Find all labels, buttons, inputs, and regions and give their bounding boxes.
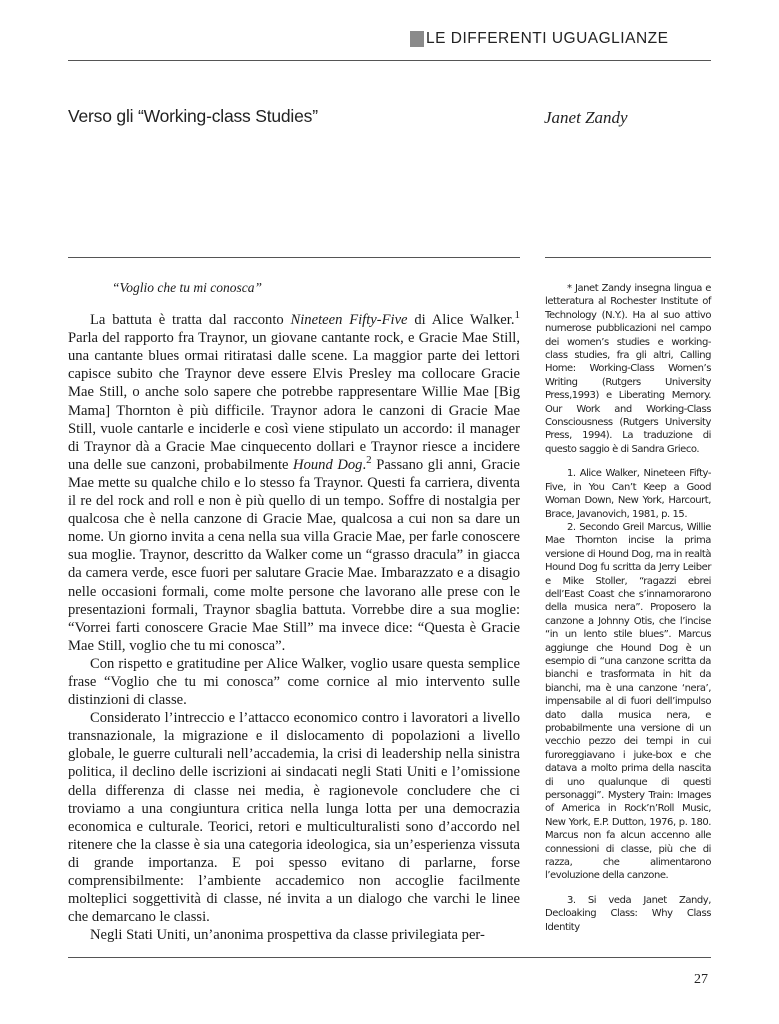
p1-text-c: Parla del rapporto fra Traynor, un giovane cantante rock, e Gracie Mae Still, una cantante blues ormai ritiratasi dalle scene. La maggior parte dei lettori capisce subito che Traynor deve essere Elvis Presley ma collocare Gracie Mae Still, o anche solo sapere che potrebbe rappresentare Willie Mae [Big Mama] Thornton è più difficile. Traynor adora le canzoni di Gracie Mae Still, vuole cantarle e inciderle e così viene stipulato un accordo: il manager di Traynor dà a Gracie Mae cinquecento dollari e Traynor riesce a incidere una delle sue canzoni, probabilmente [68, 330, 520, 473]
section-title: LE DIFFERENTI UGUAGLIANZE [426, 30, 669, 47]
story-title: Nineteen Fifty-Five [290, 312, 408, 329]
article-author: Janet Zandy [544, 108, 628, 127]
notes-column-rule [545, 257, 711, 258]
main-column-rule [68, 257, 520, 258]
paragraph-3: Considerato l’intreccio e l’attacco economico contro i lavoratori a livello transnazionale, la migrazione e il dislocamento di popolazioni a livello globale, le guerre culturali nell’accademia, la crisi di leadership nella sinistra politica, il declino delle iscrizioni ai sindacati negli Stati Uniti e l’omissione della differenza di classe nei media, è ragionevole concludere che ci troviamo a una congiuntura critica nella lunga lotta per una democrazia economica e culturale. Teorici, retori e multiculturalisti sono d’accordo nel ritenere che la classe è sia una categoria ideologica, sia un’esperienza vissuta di grande importanza. E poi spesso evitano di parlarne, forse comprensibilmente: l’ambiente accademico non accoglie facilmente molteplici soggettività di classe, né invita a un dialogo che varchi le linee che demarcano le classi. [68, 710, 520, 926]
footnote-1: 1. Alice Walker, Nineteen Fifty-Five, in You Can’t Keep a Good Woman Down, New York, Harcourt, Brace, Javanovich, 1981, p. 15. [545, 468, 711, 520]
author-note: * Janet Zandy insegna lingua e letteratura al Rochester Institute of Technology (N.Y.). Ha al suo attivo numerose pubblicazioni nel campo dei women’s studies e working-class studies, fra gli altri, Calling Home: Working-Class Women’s Writing (Rutgers University Press,1993) e Liberating Memory. Our Work and Working-Class Consciousness (Rutgers University Press, 1994). La traduzione di questo saggio è di Sandra Grieco. [545, 283, 711, 455]
p1-text-d: . [362, 456, 367, 473]
notes-column [545, 282, 711, 934]
paragraph-2: Con rispetto e gratitudine per Alice Walker, voglio usare questa semplice frase “Voglio che tu mi conosca” come cornice al mio intervento sulle distinzioni di classe. [68, 655, 520, 709]
song-title: Hound Dog [293, 456, 363, 473]
running-header [410, 30, 710, 48]
article-title: Verso gli “Working-class Studies” [68, 106, 318, 126]
header-rule [68, 60, 711, 61]
footnote-2: 2. Secondo Greil Marcus, Willie Mae Thornton incise la prima versione di Hound Dog, ma in realtà Hound Dog fu scritta da Jerry Leiber e Mike Stoller, “ragazzi ebrei dell’East Coast che s’innamorarono della musica nera”. Proposero la canzone a Johnny Otis, che l’incise “in un lento stile blues”. Marcus aggiunge che Hound Dog è un esempio di “una canzone scritta da bianchi e trasformata in hit da bianchi, ma è una canzone ‘nera’, impensabile al di fuori dell’impulso dato dalla musica nera, e probabilmente una versione di un vecchio pezzo dei tempi in cui furoreggiavano i juke-box e che datava a molto prima della nascita di uno qualunque di questi personaggi”. Mystery Train: Images of America in Rock’n’Roll Music, New York, E.P. Dutton, 1976, p. 180. Marcus non fa alcun accenno alle connessioni di classe, più che di razza, che alimentarono l’evoluzione della canzone. [545, 521, 711, 882]
paragraph-4: Negli Stati Uniti, un’anonima prospettiva da classe privilegiata per- [90, 927, 485, 944]
header-square-icon [410, 31, 424, 47]
p1-text-e: Passano gli anni, Gracie Mae mette su qualche chilo e lo stesso fa Traynor. Questi fa carriera, diventa il re del rock and roll e non è più quello di un tempo. Soffre di nostalgia per qualcosa che è nella canzone di Gracie Mae, qualcosa a cui non sa dare un nome. Un giorno invita a cena nella sua villa Gracie Mae, per farle conoscere sua moglie. Traynor, descritto da Walker come un “grasso dracula” in giacca da camera verde, esce fuori per salutare Gracie Mae. Imbarazzato e a disagio nelle occasioni formali, come molte persone che lavorano alle prese con le presentazioni formali, Traynor sbaglia battuta. Vorrebbe dire a sua moglie: “Vorrei farti conoscere Gracie Mae Still” ma invece dice: “Questa è Gracie Mae Still, voglio che tu mi conosca”. [68, 456, 520, 654]
footer-rule [68, 957, 711, 958]
main-text-column [68, 279, 520, 944]
footnote-ref-2[interactable]: 2 [366, 453, 372, 466]
epigraph: “Voglio che tu mi conosca” [112, 280, 262, 295]
footnote-3: 3. Si veda Janet Zandy, Decloaking Class: Why Class Identity [545, 894, 711, 933]
footnote-ref-1[interactable]: 1 [514, 309, 520, 322]
paragraph-1 [68, 311, 520, 655]
p1-text-b: di Alice Walker. [407, 312, 515, 329]
page-number: 27 [694, 972, 708, 987]
p1-text-a: La battuta è tratta dal racconto [90, 312, 291, 329]
